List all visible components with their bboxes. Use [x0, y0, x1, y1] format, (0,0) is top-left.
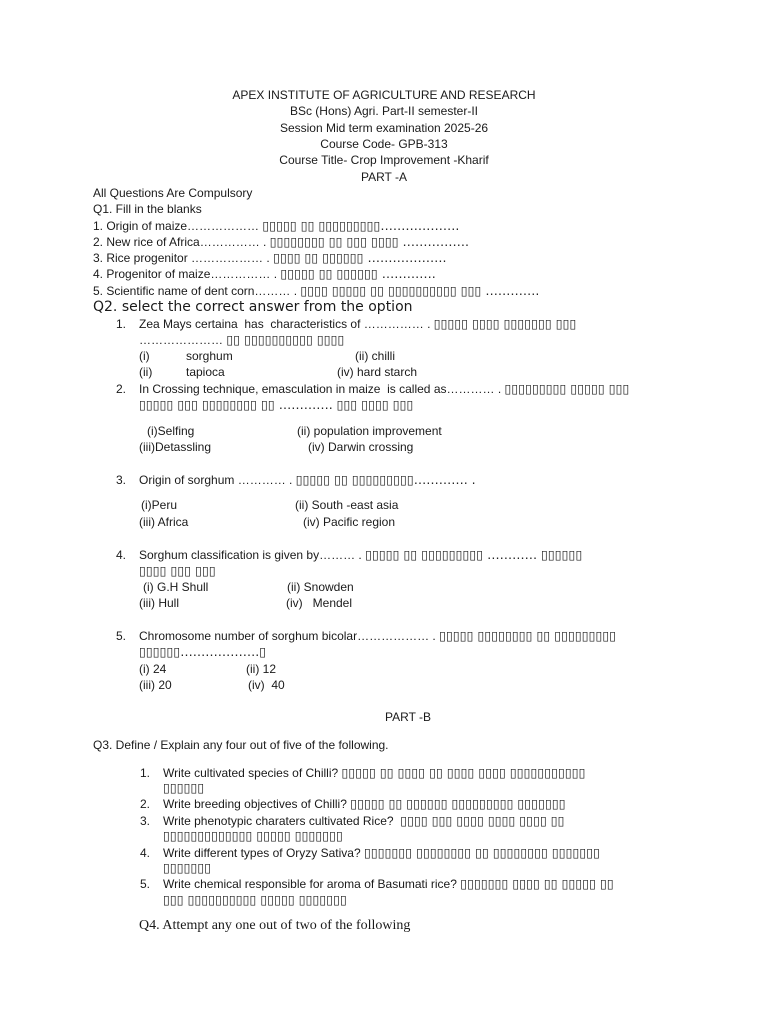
item-hindi-continued: ▯▯▯▯▯▯	[163, 780, 205, 795]
question-text: Zea Mays certaina has characteristics of …………… .	[139, 317, 434, 331]
q2-question-5	[116, 628, 616, 644]
question-hindi: ▯▯▯▯▯ ▯▯▯▯ ▯▯▯▯▯▯▯ ▯▯▯	[433, 316, 577, 331]
option-text: tapioca	[186, 365, 225, 379]
option-text: sorghum	[186, 349, 233, 363]
item-hindi-continued: ▯▯▯▯▯▯▯▯▯▯▯▯▯ ▯▯▯▯▯ ▯▯▯▯▯▯▯	[163, 828, 343, 843]
q2-question-1-continued	[139, 332, 344, 348]
option-text: (iii) Africa	[139, 515, 189, 529]
course-code: Course Code- GPB-313	[320, 137, 448, 151]
q3-title: Q3. Define / Explain any four out of five of the following.	[93, 738, 389, 752]
option-text: (i)Selfing	[147, 424, 195, 438]
q2-question-4	[116, 547, 582, 563]
question-text: Origin of sorghum ………… .	[139, 473, 296, 487]
part-a-heading: PART -A	[360, 170, 407, 184]
item-text: Write different types of Oryzy Sativa?	[163, 846, 364, 860]
course-title: Course Title- Crop Improvement -Kharif	[279, 153, 489, 167]
option-text: (iv) Pacific region	[303, 515, 396, 529]
q1-item-5	[93, 283, 539, 299]
q1-item-text: 5. Scientific name of dent corn……… .	[93, 284, 301, 298]
q2-question-3	[116, 472, 476, 488]
item-text: Write cultivated species of Chilli?	[163, 766, 342, 780]
q3-item-4	[140, 845, 600, 861]
item-text: Write phenotypic charaters cultivated Rice?	[163, 814, 401, 828]
item-hindi: ▯▯▯▯ ▯▯▯ ▯▯▯▯ ▯▯▯▯ ▯▯▯▯ ▯▯	[400, 813, 565, 828]
option-text: (ii) population improvement	[297, 424, 442, 438]
item-text: Write chemical responsible for aroma of Basumati rice?	[163, 877, 461, 891]
item-text: Write breeding objectives of Chilli?	[163, 797, 351, 811]
item-number: 3.	[140, 814, 151, 828]
program-line: BSc (Hons) Agri. Part-II semester-II	[289, 104, 479, 118]
question-hindi: ▯▯▯▯▯ ▯▯▯▯▯▯▯▯ ▯▯ ▯▯▯▯▯▯▯▯▯	[439, 628, 617, 643]
q1-item-2	[93, 234, 469, 250]
option-label: (ii)	[139, 365, 153, 379]
item-number: 4.	[140, 846, 151, 860]
option-text: (ii) South -east asia	[295, 498, 399, 512]
q1-item-text: 3. Rice progenitor ……………… .	[93, 251, 274, 265]
question-text: In Crossing technique, emasculation in maize is called as………… .	[139, 382, 505, 396]
option-text: (iv) hard starch	[337, 365, 418, 379]
option-text: (i) G.H Shull	[143, 580, 209, 594]
item-number: 2.	[140, 797, 151, 811]
item-hindi: ▯▯▯▯▯▯▯ ▯▯▯▯ ▯▯ ▯▯▯▯▯ ▯▯	[460, 876, 614, 891]
q2-question-5-continued	[139, 644, 266, 660]
question-number: 5.	[116, 629, 127, 643]
question-hindi: ▯▯▯▯▯▯……………….▯	[139, 644, 267, 659]
item-hindi-continued: ▯▯▯▯▯▯▯	[163, 860, 212, 875]
q2-question-2-continued	[139, 397, 413, 413]
question-number: 3.	[116, 473, 127, 487]
question-blank: …………………	[139, 333, 227, 347]
option-text: (iii)Detassling	[139, 440, 212, 454]
q2-question-4-continued	[139, 563, 216, 579]
option-text: (iv) Darwin crossing	[308, 440, 414, 454]
q2-question-2	[116, 381, 629, 397]
q1-item-hindi: ▯▯▯▯▯▯▯▯ ▯▯ ▯▯▯ ▯▯▯▯ …………….	[269, 234, 470, 249]
item-hindi: ▯▯▯▯▯ ▯▯ ▯▯▯▯▯▯ ▯▯▯▯▯▯▯▯▯ ▯▯▯▯▯▯▯	[350, 796, 566, 811]
option-text: (ii) Snowden	[287, 580, 354, 594]
question-hindi: ▯▯▯▯▯ ▯▯ ▯▯▯▯▯▯▯▯▯…………. .	[295, 472, 476, 487]
q1-item-hindi: ▯▯▯▯▯ ▯▯ ▯▯▯▯▯▯▯▯▯……………….	[262, 218, 460, 233]
q3-item-3	[140, 813, 565, 829]
question-hindi: ▯▯▯▯ ▯▯▯ ▯▯▯	[139, 563, 216, 578]
session-line: Session Mid term examination 2025-26	[279, 121, 489, 135]
item-hindi-continued: ▯▯▯ ▯▯▯▯▯▯▯▯▯▯ ▯▯▯▯▯ ▯▯▯▯▯▯▯	[163, 892, 347, 907]
q1-item-hindi: ▯▯▯▯ ▯▯▯▯▯ ▯▯ ▯▯▯▯▯▯▯▯▯▯ ▯▯▯ ………….	[300, 283, 540, 298]
q4-title: Q4. Attempt any one out of two of the following	[139, 918, 411, 933]
q1-item-3	[93, 250, 447, 266]
q1-item-hindi: ▯▯▯▯ ▯▯ ▯▯▯▯▯▯ ……………….	[273, 250, 447, 265]
q1-item-hindi: ▯▯▯▯▯ ▯▯ ▯▯▯▯▯▯ ………….	[280, 266, 436, 281]
option-text: (iii) 20	[139, 678, 172, 692]
q1-title: Q1. Fill in the blanks	[93, 202, 202, 216]
q1-item-4	[93, 266, 436, 282]
option-text: (iv) Mendel	[286, 596, 353, 610]
option-label: (i)	[139, 349, 150, 363]
q3-item-1	[140, 765, 586, 781]
q2-title: Q2. select the correct answer from the option	[93, 299, 413, 315]
instruction-text: All Questions Are Compulsory	[93, 186, 253, 200]
option-text: (i) 24	[139, 662, 167, 676]
q1-item-text: 2. New rice of Africa…………… .	[93, 235, 270, 249]
q3-item-2	[140, 796, 566, 812]
q3-item-5	[140, 876, 614, 892]
question-hindi: ▯▯▯▯▯ ▯▯▯ ▯▯▯▯▯▯▯▯ ▯▯ …………. ▯▯▯ ▯▯▯▯ ▯▯▯	[139, 397, 414, 412]
question-number: 1.	[116, 317, 127, 331]
part-b-heading: PART -B	[385, 710, 432, 724]
question-text: Chromosome number of sorghum bicolar……………… .	[139, 629, 440, 643]
item-hindi: ▯▯▯▯▯ ▯▯ ▯▯▯▯ ▯▯ ▯▯▯▯ ▯▯▯▯ ▯▯▯▯▯▯▯▯▯▯▯	[341, 765, 586, 780]
q2-question-1	[116, 316, 576, 332]
question-number: 4.	[116, 548, 127, 562]
option-text: (i)Peru	[141, 498, 178, 512]
option-text: (ii) chilli	[355, 349, 395, 363]
question-hindi: ▯▯ ▯▯▯▯▯▯▯▯▯▯ ▯▯▯▯	[226, 332, 345, 347]
q1-item-1	[93, 218, 459, 234]
question-number: 2.	[116, 382, 127, 396]
option-text: (iv) 40	[248, 678, 285, 692]
q1-item-text: 4. Progenitor of maize…………… .	[93, 267, 281, 281]
institute-name: APEX INSTITUTE OF AGRICULTURE AND RESEARCH	[232, 88, 536, 102]
item-number: 5.	[140, 877, 151, 891]
item-number: 1.	[140, 766, 151, 780]
item-hindi: ▯▯▯▯▯▯▯ ▯▯▯▯▯▯▯▯ ▯▯ ▯▯▯▯▯▯▯▯ ▯▯▯▯▯▯▯	[363, 845, 600, 860]
question-hindi: ▯▯▯▯▯▯▯▯▯ ▯▯▯▯▯ ▯▯▯	[504, 381, 630, 396]
question-text: Sorghum classification is given by……… .	[139, 548, 366, 562]
option-text: (iii) Hull	[139, 596, 179, 610]
option-text: (ii) 12	[246, 662, 277, 676]
q1-item-text: 1. Origin of maize………………	[93, 219, 263, 233]
question-hindi: ▯▯▯▯▯ ▯▯ ▯▯▯▯▯▯▯▯▯ ………… ▯▯▯▯▯▯	[365, 547, 583, 562]
